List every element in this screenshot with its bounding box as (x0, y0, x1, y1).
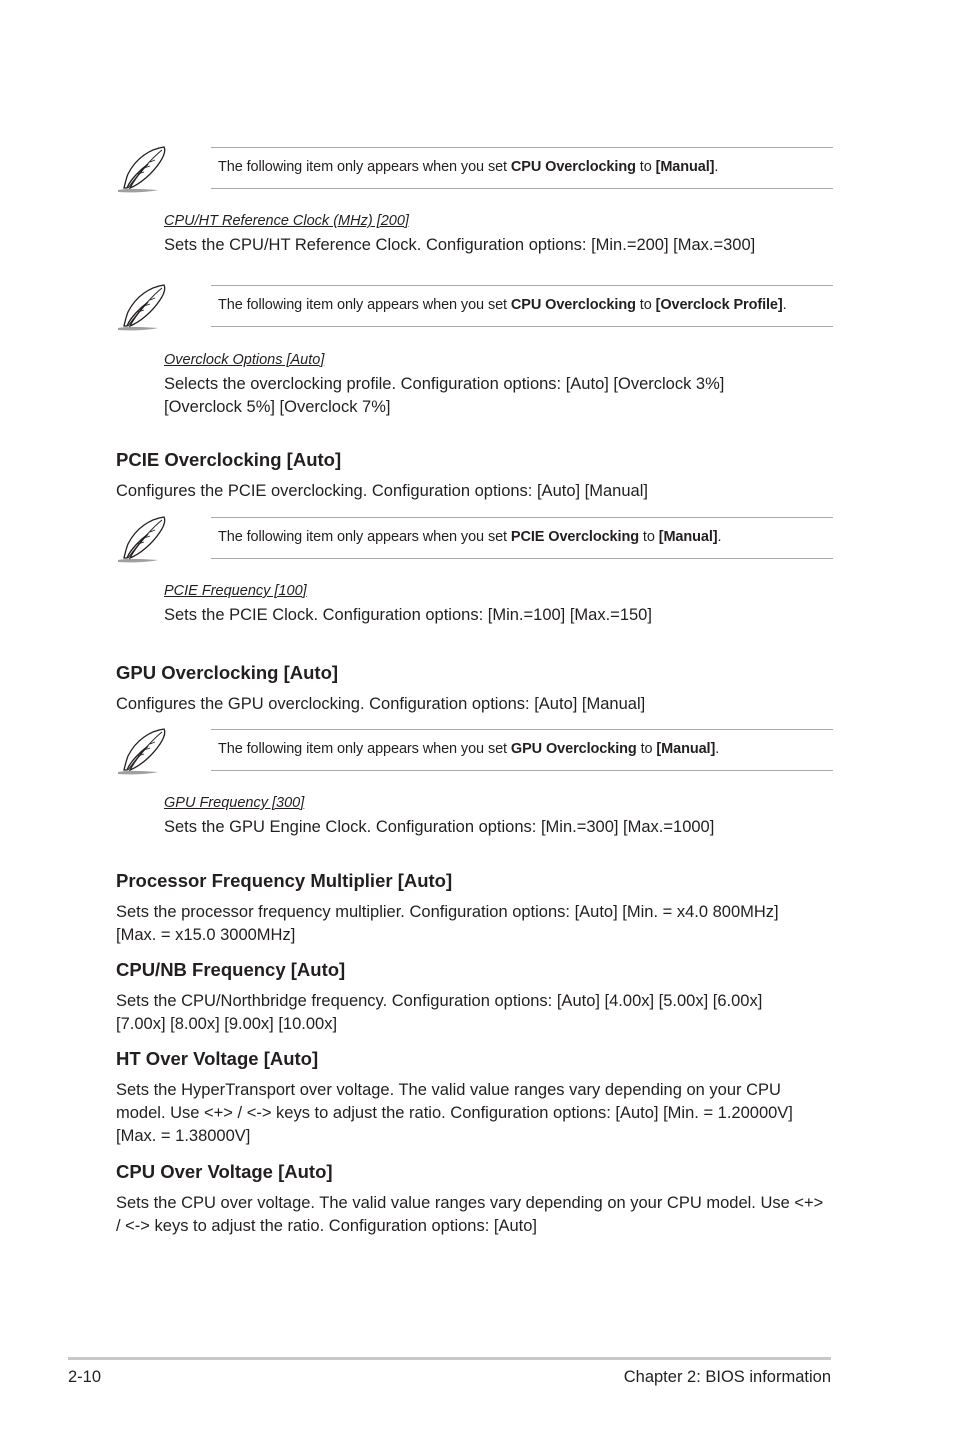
section-heading: Processor Frequency Multiplier [Auto] (116, 870, 453, 891)
section-description: Sets the CPU over voltage. The valid value ranges vary depending on your CPU model. Use <+> / <-> keys to adjust the ratio. Configuration options: [Auto] (116, 1194, 824, 1235)
section-heading: GPU Overclocking [Auto] (116, 662, 339, 683)
sub-item-title: CPU/HT Reference Clock (MHz) [200] (164, 213, 409, 229)
note-setting: CPU Overclocking (510, 297, 636, 313)
note-value: [Manual] (658, 529, 718, 545)
note-feather-icon (114, 282, 170, 334)
section-description: Configures the PCIE overclocking. Configuration options: [Auto] [Manual] (116, 482, 648, 500)
note-box (211, 729, 833, 771)
sub-item-description: Selects the overclocking profile. Configuration options: [Auto] [Overclock 3%] [Overclock 5%] [Overclock 7%] (164, 375, 725, 416)
note-value: [Manual] (655, 159, 715, 175)
note-value: [Overclock Profile] (655, 297, 783, 313)
note-feather-icon (114, 514, 170, 566)
footer-divider (68, 1357, 831, 1360)
note-setting: PCIE Overclocking (510, 529, 639, 545)
section-description: Sets the processor frequency multiplier. Configuration options: [Auto] [Min. = x4.0 800MHz] [Max. = x15.0 3000MHz] (116, 903, 779, 944)
section-heading: CPU Over Voltage [Auto] (116, 1161, 333, 1182)
note-text: The following item only appears when you set GPU Overclocking to [Manual]. (218, 741, 720, 757)
sub-item-title: Overclock Options [Auto] (164, 352, 325, 368)
note-box (211, 517, 833, 559)
note-box (211, 285, 833, 327)
note-setting: GPU Overclocking (510, 741, 637, 757)
section-description: Sets the CPU/Northbridge frequency. Configuration options: [Auto] [4.00x] [5.00x] [6.00x] [7.00x] [8.00x] [9.00x] [10.00x] (116, 992, 763, 1033)
page-number: 2-10 (68, 1368, 102, 1386)
note-text: The following item only appears when you set PCIE Overclocking to [Manual]. (218, 529, 722, 545)
section-heading: HT Over Voltage [Auto] (116, 1048, 319, 1069)
section-heading: CPU/NB Frequency [Auto] (116, 959, 346, 980)
note-feather-icon (114, 144, 170, 196)
section-description: Configures the GPU overclocking. Configuration options: [Auto] [Manual] (116, 695, 646, 713)
note-box (211, 147, 833, 189)
note-value: [Manual] (656, 741, 716, 757)
note-setting: CPU Overclocking (510, 159, 636, 175)
sub-item-description: Sets the GPU Engine Clock. Configuration options: [Min.=300] [Max.=1000] (164, 818, 715, 836)
sub-item-title: PCIE Frequency [100] (164, 583, 307, 599)
sub-item-description: Sets the PCIE Clock. Configuration options: [Min.=100] [Max.=150] (164, 606, 652, 624)
section-description: Sets the HyperTransport over voltage. The valid value ranges vary depending on your CPU model. Use <+> / <-> keys to adjust the ratio. Configuration options: [Auto] [Min. = 1.20000V] [Max. = 1.38000V] (116, 1081, 793, 1145)
note-feather-icon (114, 726, 170, 778)
sub-item-description: Sets the CPU/HT Reference Clock. Configuration options: [Min.=200] [Max.=300] (164, 236, 756, 254)
section-heading: PCIE Overclocking [Auto] (116, 449, 342, 470)
note-text: The following item only appears when you set CPU Overclocking to [Manual]. (218, 159, 719, 175)
sub-item-title: GPU Frequency [300] (164, 795, 305, 811)
chapter-title: Chapter 2: BIOS information (623, 1368, 831, 1386)
note-text: The following item only appears when you set CPU Overclocking to [Overclock Profile]. (218, 297, 787, 313)
